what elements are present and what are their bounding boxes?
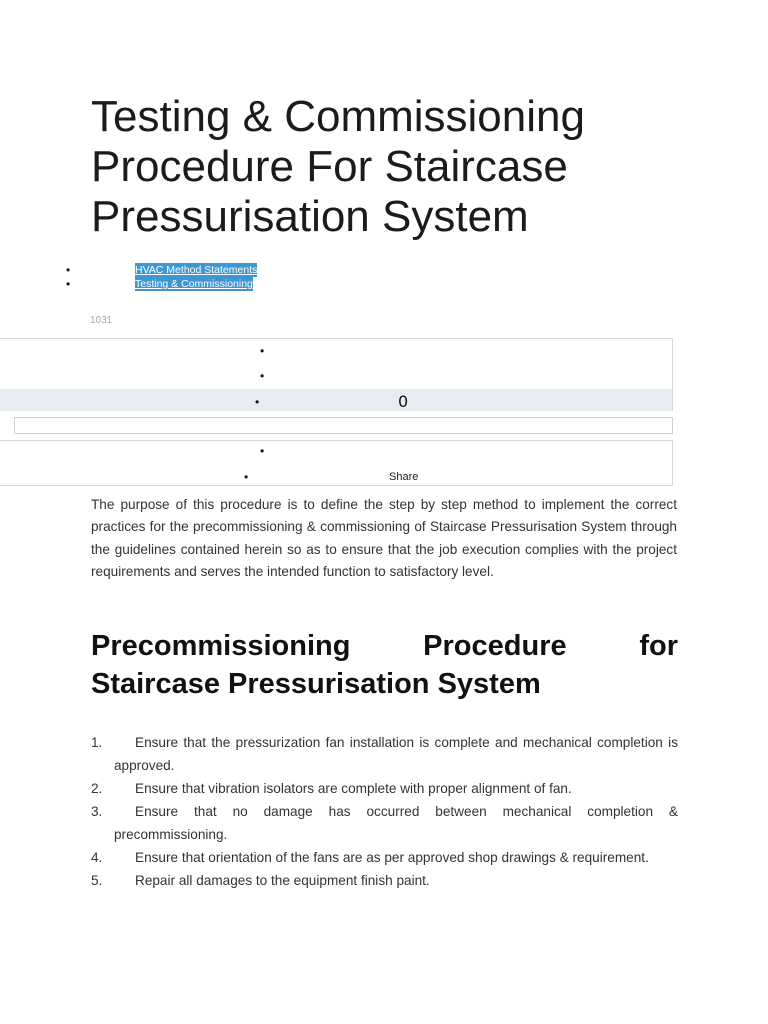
step-number: 2. (91, 781, 103, 796)
share-widget (0, 338, 673, 411)
bullet-icon: • (66, 263, 71, 277)
comment-input[interactable] (14, 417, 673, 434)
list-item (91, 846, 678, 869)
view-count: 1031 (90, 315, 113, 326)
widget-bullet-icon: • (260, 369, 265, 383)
step-text: Ensure that orientation of the fans are as per approved shop drawings & requirement. (135, 850, 649, 865)
step-number: 4. (91, 850, 103, 865)
widget-bullet-icon: • (244, 470, 249, 484)
title-line: Procedure For Staircase (91, 142, 568, 191)
category-link-testing[interactable]: Testing & Commissioning (135, 278, 253, 290)
widget-bullet-icon: • (260, 344, 265, 358)
share-button[interactable]: Share (389, 471, 419, 483)
step-number: 3. (91, 804, 103, 819)
title-line: Testing & Commissioning (91, 92, 585, 141)
list-item (91, 731, 678, 777)
highlight-row (0, 389, 672, 411)
step-text: Ensure that vibration isolators are complete with proper alignment of fan. (135, 781, 572, 796)
intro-paragraph: The purpose of this procedure is to define the step by step method to implement the correct practices for the precommissioning & commissioning of Staircase Pressurisation System through the guidelines contained herein so as to ensure that the job execution complies with the project requirements and serves the intended function to satisfactory level. (91, 497, 677, 580)
share-count: 0 (398, 392, 409, 411)
widget-bullet-icon: • (255, 395, 260, 409)
step-text: Repair all damages to the equipment finish paint. (135, 873, 430, 888)
section-heading: Precommissioning Procedure for Staircase Pressurisation System (91, 630, 678, 700)
step-number: 1. (91, 735, 103, 750)
step-number: 5. (91, 873, 103, 888)
step-text: Ensure that the pressurization fan installation is complete and mechanical completion is approved. (114, 735, 678, 773)
share-bar (0, 440, 673, 486)
procedure-steps (91, 731, 678, 892)
list-item (91, 869, 678, 892)
step-text: Ensure that no damage has occurred between mechanical completion & precommissioning. (114, 804, 678, 842)
widget-bullet-icon: • (260, 444, 265, 458)
bullet-icon: • (66, 277, 71, 291)
title-line: Pressurisation System (91, 192, 529, 241)
list-item (91, 777, 678, 800)
category-link-hvac[interactable]: HVAC Method Statements (135, 264, 258, 276)
page-title (91, 92, 691, 242)
list-item (91, 800, 678, 846)
